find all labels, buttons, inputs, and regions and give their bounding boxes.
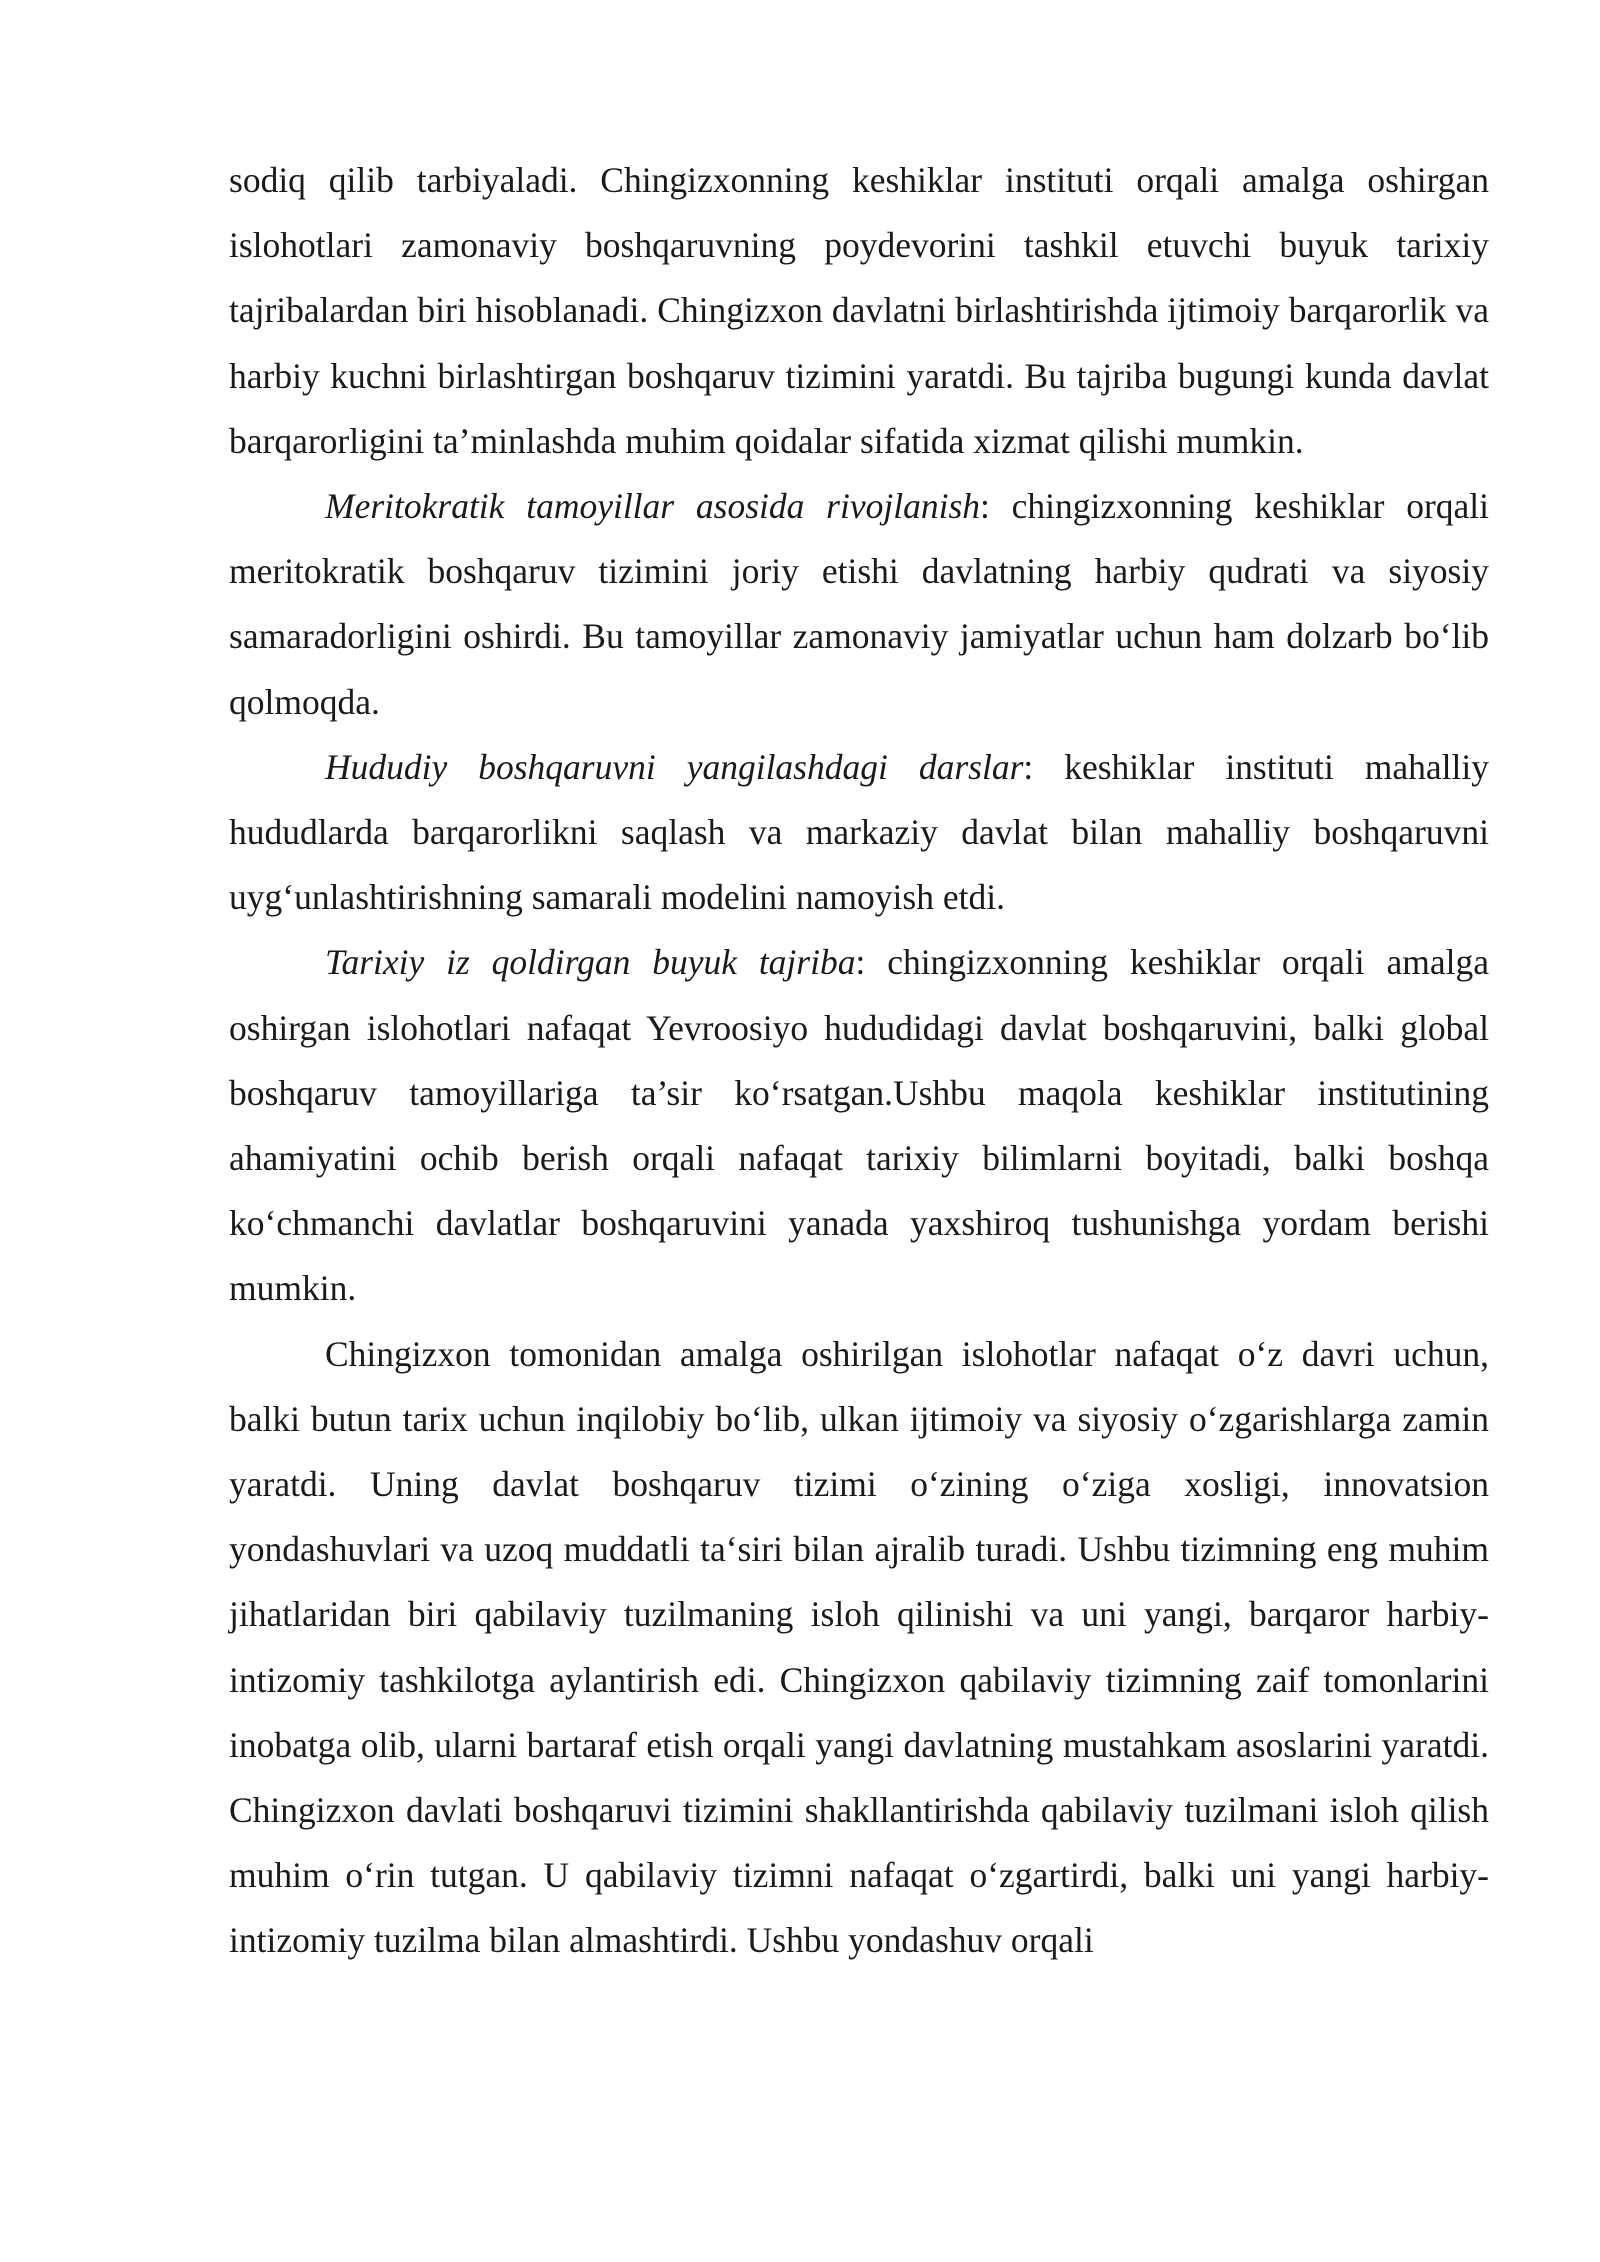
paragraph-meritocratic-principles <box>229 474 1489 735</box>
paragraph-continuation <box>229 148 1489 474</box>
paragraph-text: sodiq qilib tarbiyaladi. Chingizxonning keshiklar instituti orqali amalga oshirgan islohotlari zamonaviy boshqaruvning poydevorini tashkil etuvchi buyuk tarixiy tajribalardan biri hisoblanadi. Chingizxon davlatni birlashtirishda ijtimoiy barqarorlik va harbiy kuchni birlashtirgan boshqaruv tizimini yaratdi. Bu tajriba bugungi kunda davlat barqarorligini ta’minlashda muhim qoidalar sifatida xizmat qilishi mumkin. <box>229 160 1489 461</box>
paragraph-historical-experience <box>229 930 1489 1321</box>
paragraph-term: Hududiy boshqaruvni yangilashdagi darslar <box>325 746 1024 787</box>
paragraph-text: : keshiklar instituti mahalliy hududlarda barqarorlikni saqlash va markaziy davlat bilan mahalliy boshqaruvni uyg‘unlashtirishning samarali modelini namoyish etdi. <box>229 746 1489 918</box>
paragraph-text: : chingizxonning keshiklar orqali meritokratik boshqaruv tizimini joriy etishi davlatning harbiy qudrati va siyosiy samaradorligini oshirdi. Bu tamoyillar zamonaviy jamiyatlar uchun ham dolzarb bo‘lib qolmoqda. <box>229 486 1489 722</box>
paragraph-reforms <box>229 1322 1489 1974</box>
paragraph-text: Chingizxon tomonidan amalga oshirilgan islohotlar nafaqat o‘z davri uchun, balki butun tarix uchun inqilobiy bo‘lib, ulkan ijtimoiy va siyosiy o‘zgarishlarga zamin yaratdi. Uning davlat boshqaruv tizimi o‘zining o‘ziga xosligi, innovatsion yondashuvlari va uzoq muddatli ta‘siri bilan ajralib turadi. Ushbu tizimning eng muhim jihatlaridan biri qabilaviy tuzilmaning isloh qilinishi va uni yangi, barqaror harbiy-intizomiy tashkilotga aylantirish edi. Chingizxon qabilaviy tizimning zaif tomonlarini inobatga olib, ularni bartaraf etish orqali yangi davlatning mustahkam asoslarini yaratdi. Chingizxon davlati boshqaruvi tizimini shakllantirishda qabilaviy tuzilmani isloh qilish muhim o‘rin tutgan. U qabilaviy tizimni nafaqat o‘zgartirdi, balki uni yangi harbiy-intizomiy tuzilma bilan almashtirdi. Ushbu yondashuv orqali <box>229 1333 1489 1961</box>
paragraph-text: : chingizxonning keshiklar orqali amalga oshirgan islohotlari nafaqat Yevroosiyo hududidagi davlat boshqaruvini, balki global boshqaruv tamoyillariga ta’sir ko‘rsatgan.Ushbu maqola keshiklar institutining ahamiyatini ochib berish orqali nafaqat tarixiy bilimlarni boyitadi, balki boshqa ko‘chmanchi davlatlar boshqaruvini yanada yaxshiroq tushunishga yordam berishi mumkin. <box>229 942 1489 1309</box>
paragraph-territorial-governance <box>229 735 1489 931</box>
document-body <box>229 148 1489 1974</box>
paragraph-term: Meritokratik tamoyillar asosida rivojlanish <box>325 486 981 527</box>
paragraph-term: Tarixiy iz qoldirgan buyuk tajriba <box>325 942 856 983</box>
